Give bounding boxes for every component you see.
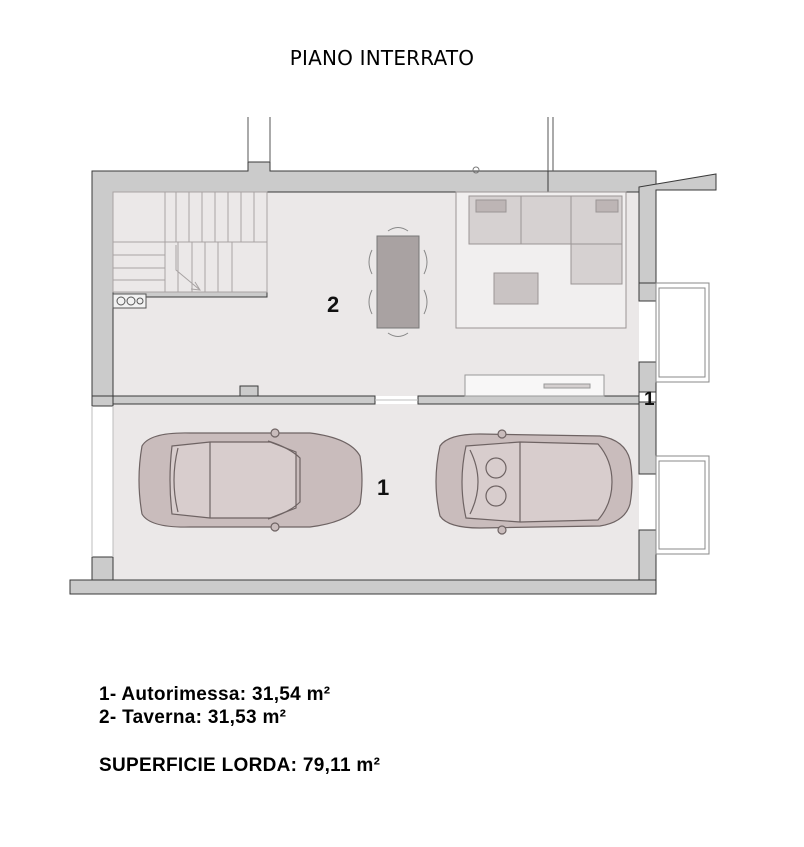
gross-area: SUPERFICIE LORDA: 79,11 m² [99, 755, 381, 776]
car-left [139, 429, 362, 531]
dining-table [369, 228, 427, 337]
sofa [456, 192, 626, 328]
legend-room-2: 2- Taverna: 31,53 m² [99, 707, 287, 728]
car-right [436, 430, 632, 534]
plan-title: PIANO INTERRATO [289, 46, 475, 70]
light-wells [656, 283, 709, 554]
room-number-1: 1 [377, 475, 390, 500]
sideboard [465, 375, 604, 396]
legend-room-1: 1- Autorimessa: 31,54 m² [99, 684, 331, 705]
side-marker: 1 [644, 389, 655, 410]
stove [113, 294, 146, 308]
room-number-2: 2 [327, 292, 340, 317]
